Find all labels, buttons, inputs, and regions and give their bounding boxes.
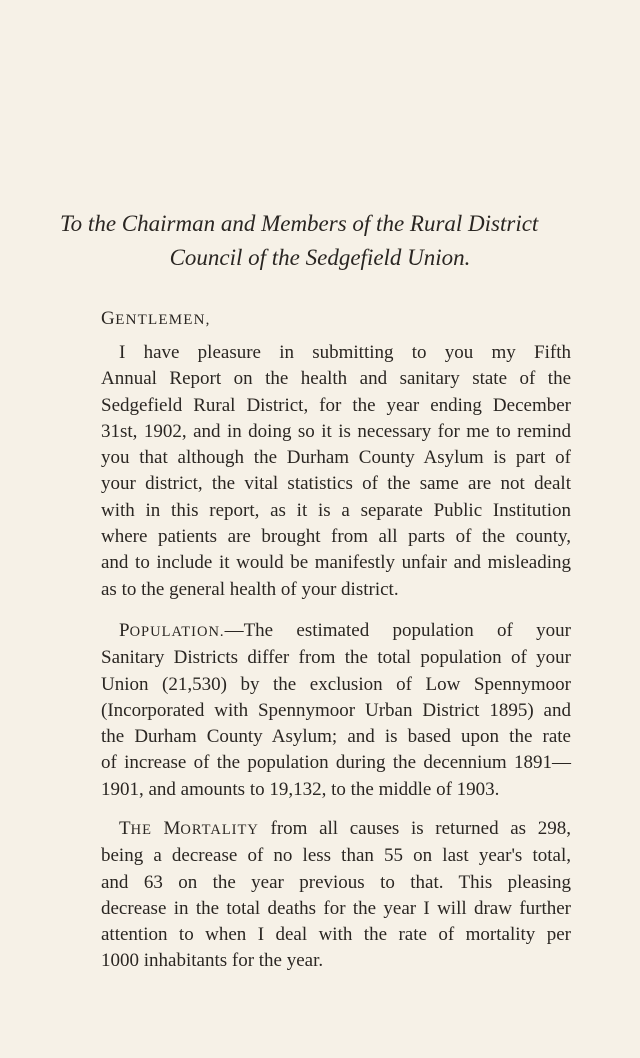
section-lead-initial: P	[119, 620, 130, 641]
paragraph-line: decrease in the total deaths for the year I will draw further	[101, 897, 571, 919]
paragraph-line: as to the general health of your district.	[101, 578, 399, 600]
paragraph-line: Sedgefield Rural District, for the year ending December	[101, 394, 571, 416]
paragraph-line: you that although the Durham County Asylum is part of	[101, 447, 571, 469]
paragraph-line: and 63 on the year previous to that. This pleasing	[101, 871, 571, 893]
paragraph-line: 1000 inhabitants for the year.	[101, 950, 324, 972]
paragraph-line: attention to when I deal with the rate of mortality per	[101, 924, 571, 946]
paragraph-first-line	[101, 816, 571, 843]
paragraph-line: 1901, and amounts to 19,132, to the middle of 1903.	[101, 778, 500, 800]
paragraph-introduction	[101, 340, 571, 603]
paragraph-line: of increase of the population during the decennium 1891—	[101, 752, 571, 774]
section-lead-initial: T	[119, 818, 131, 839]
section-lead-initial: M	[163, 818, 181, 839]
section-lead-rest: OPULATION.	[129, 624, 225, 640]
salutation-initial: G	[101, 308, 116, 329]
paragraph-line: the Durham County Asylum; and is based upon the rate	[101, 726, 571, 748]
paragraph-population	[101, 618, 571, 803]
paragraph-first-line	[101, 618, 571, 645]
paragraph-line: I have pleasure in submitting to you my Fifth	[119, 342, 571, 363]
paragraph-line: your district, the vital statistics of the same are not dealt	[101, 473, 571, 495]
paragraph-line: 31st, 1902, and in doing so it is necessary for me to remind	[101, 420, 571, 442]
paragraph-line: Union (21,530) by the exclusion of Low Spennymoor	[101, 673, 571, 695]
paragraph-line: Sanitary Districts differ from the total population of your	[101, 647, 571, 669]
paragraph-mortality	[101, 816, 571, 975]
first-line-text: —The estimated population of your	[224, 620, 571, 641]
paragraph-line: being a decrease of no less than 55 on last year's total,	[101, 845, 571, 867]
heading-line-2: Council of the Sedgefield Union.	[169, 245, 471, 270]
paragraph-line: Annual Report on the health and sanitary state of the	[101, 368, 571, 390]
salutation-rest: ENTLEMEN,	[115, 312, 211, 328]
salutation	[101, 308, 211, 330]
paragraph-line: with in this report, as it is a separate Public Institution	[101, 499, 571, 521]
paragraph-line: where patients are brought from all parts of the county,	[101, 526, 571, 548]
first-line-text: from all causes is returned as 298,	[258, 818, 571, 839]
paragraph-line: and to include it would be manifestly unfair and misleading	[101, 552, 571, 574]
paragraph-line: (Incorporated with Spennymoor Urban District 1895) and	[101, 699, 571, 721]
heading-line-1: To the Chairman and Members of the Rural District	[60, 211, 539, 236]
section-lead-rest: HE	[130, 822, 164, 838]
section-lead-rest: ORTALITY	[180, 822, 259, 838]
